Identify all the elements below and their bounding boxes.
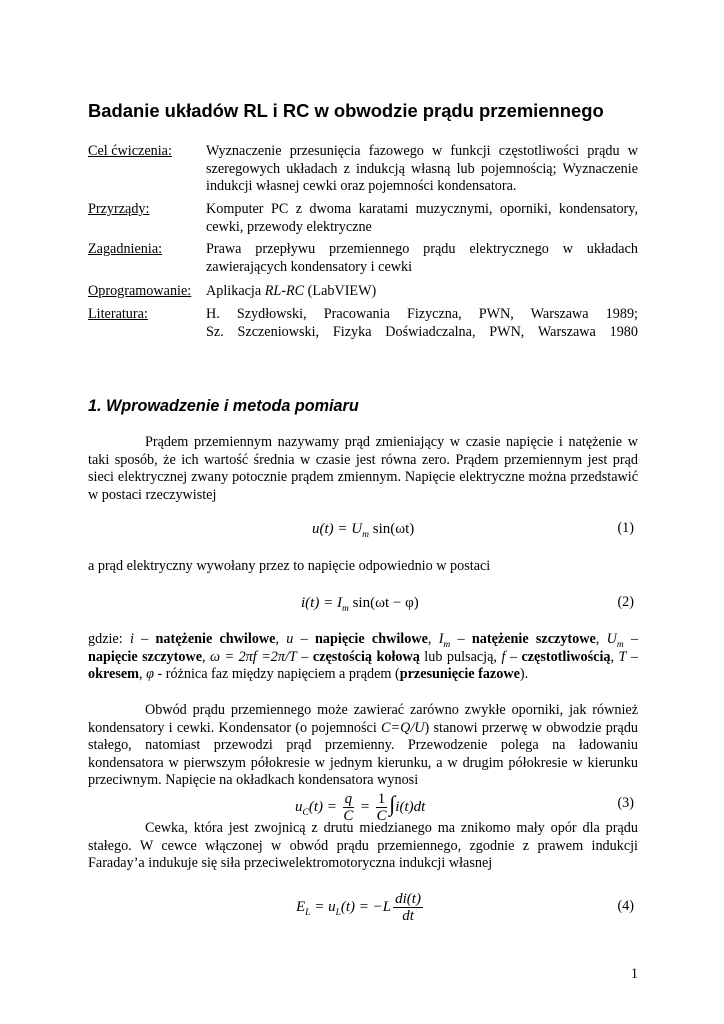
software-text: (LabVIEW) bbox=[304, 283, 377, 299]
text: ) stanowi przerwę w obwodzie prądu stałego, natomiast przewodzi prąd przemienny. Przewodzenie polega na ładowaniu kondensatora w pierwszym półokresie w jednym kierunku, a w drugim półokresie w kierunku przeciwnym. Napięcie na okładkach kondensatora wynosi bbox=[88, 719, 639, 788]
denominator: C bbox=[343, 808, 354, 825]
software-text: Aplikacja bbox=[206, 283, 265, 299]
fraction bbox=[393, 891, 423, 924]
eq-part: = u bbox=[310, 899, 336, 915]
eq-part: i(t)dt bbox=[395, 799, 426, 815]
meta-row-goal bbox=[88, 143, 638, 197]
term: napięcie chwilowe bbox=[315, 631, 428, 647]
eq-part: u(t) = U bbox=[312, 521, 363, 537]
symbol: φ bbox=[146, 666, 154, 682]
symbol: T bbox=[618, 648, 627, 665]
meta-value: Wyznaczenie przesunięcia fazowego w funkcji częstotliwości prądu w szeregowych układach z indukcją własną lub pojemnością; Wyznaczenie indukcji własnej cewki oraz pojemności kondensatora. bbox=[206, 143, 638, 194]
meta-row-literature bbox=[88, 306, 638, 342]
text: – bbox=[293, 631, 315, 647]
symbol: i bbox=[129, 631, 134, 647]
equation-2 bbox=[88, 594, 638, 630]
term: częstotliwością bbox=[521, 648, 611, 665]
text: ). bbox=[519, 666, 529, 682]
term: częstością kołową bbox=[312, 648, 420, 665]
text: , bbox=[595, 631, 607, 647]
meta-value bbox=[206, 283, 638, 301]
numerator: 1 bbox=[377, 791, 386, 808]
symbol: I bbox=[438, 631, 444, 647]
symbol-subscript: m bbox=[616, 639, 624, 650]
symbol: u bbox=[286, 631, 294, 647]
meta-label: Przyrządy: bbox=[88, 201, 150, 217]
meta-value: Prawa przepływu przemiennego prądu elektrycznego w układach zawierających kondensatory i cewki bbox=[206, 241, 638, 275]
text: , bbox=[138, 666, 147, 682]
text: Obwód prądu przemiennego może zawierać zarówno zwykłe oporniki, jak również kondensatory i cewki. Kondensator (o pojemności bbox=[88, 702, 638, 736]
symbol-subscript: m bbox=[443, 639, 451, 650]
eq-part: i(t) = I bbox=[301, 595, 342, 611]
software-name: RL-RC bbox=[264, 283, 305, 299]
text: , bbox=[202, 648, 211, 665]
equation-formula bbox=[301, 594, 419, 612]
literature-entry: H. Szydłowski, Pracowania Fizyczna, PWN, Warszawa 1989; bbox=[206, 306, 638, 322]
text: , bbox=[427, 631, 439, 647]
equation-number: (2) bbox=[617, 594, 634, 610]
text: gdzie: bbox=[88, 631, 130, 647]
meta-row-equipment bbox=[88, 201, 638, 237]
eq-subscript: L bbox=[305, 908, 311, 918]
equation-1 bbox=[88, 520, 638, 556]
term: napięcie szczytowe bbox=[88, 648, 202, 665]
paragraph-between: a prąd elektryczny wywołany przez to napięcie odpowiednio w postaci bbox=[88, 558, 491, 574]
text: – bbox=[450, 631, 472, 647]
meta-row-topics bbox=[88, 241, 638, 277]
section-title: 1. Wprowadzenie i metoda pomiaru bbox=[88, 397, 359, 415]
equation-number: (4) bbox=[617, 898, 634, 914]
numerator: di(t) bbox=[395, 891, 421, 908]
symbol: U bbox=[606, 631, 617, 647]
term: okresem bbox=[88, 666, 139, 682]
equation-formula bbox=[312, 520, 414, 538]
meta-value: Komputer PC z dwoma karatami muzycznymi, oporniki, kondensatory, cewki, przewody elektryczne bbox=[206, 201, 638, 235]
paragraph-definitions bbox=[88, 631, 638, 684]
eq-subscript: m bbox=[362, 530, 369, 540]
text: , bbox=[610, 648, 619, 665]
text: , bbox=[275, 631, 287, 647]
symbol: C=Q/U bbox=[381, 719, 425, 736]
symbol: ω = 2πf =2π/T bbox=[210, 648, 297, 665]
integral-sign: ∫ bbox=[389, 791, 396, 816]
text: – bbox=[623, 631, 639, 647]
eq-subscript: L bbox=[335, 908, 341, 918]
eq-part: (t) = bbox=[308, 799, 341, 815]
equation-4 bbox=[88, 888, 638, 930]
text: – bbox=[505, 648, 522, 665]
meta-label: Zagadnienia: bbox=[88, 241, 163, 257]
page-number: 1 bbox=[630, 966, 638, 982]
text: lub pulsacją, bbox=[419, 648, 502, 665]
eq-part: u bbox=[295, 799, 303, 815]
denominator: dt bbox=[402, 908, 414, 925]
eq-part: = bbox=[356, 799, 374, 815]
meta-label: Cel ćwiczenia: bbox=[88, 143, 172, 159]
eq-part: E bbox=[296, 899, 306, 915]
equation-number: (3) bbox=[617, 795, 634, 811]
eq-subscript: m bbox=[341, 604, 349, 614]
equation-number: (1) bbox=[617, 520, 634, 536]
meta-label: Oprogramowanie: bbox=[88, 283, 192, 299]
numerator: q bbox=[344, 791, 353, 808]
text: – bbox=[296, 648, 313, 665]
term: przesunięcie fazowe bbox=[399, 666, 520, 682]
literature-entry: Sz. Szczeniowski, Fizyka Doświadczalna, PWN, Warszawa 1980 bbox=[206, 323, 638, 340]
text: – bbox=[626, 648, 638, 665]
symbol: f bbox=[501, 648, 506, 665]
eq-part: (t) = −L bbox=[340, 899, 392, 915]
denominator: C bbox=[376, 808, 387, 825]
equation-formula bbox=[296, 888, 425, 926]
paragraph-coil: Cewka, która jest zwojnicą z drutu miedzianego ma znikomo mały opór dla prądu stałego. W cewce włączonej w obwód prądu przemiennego, zgodnie z prawem indukcji Faraday’a indukuje się siła przeciwelektromotoryczna indukcji własnej bbox=[88, 820, 638, 871]
paragraph-intro: Prądem przemiennym nazywamy prąd zmieniający w czasie napięcie i natężenie w taki sposób, że ich wartość średnia w czasie jest równa zero. Prądem przemiennym jest prąd sieci elektrycznej zwany potocznie prądem zmiennym. Napięcie elektryczne można przedstawić w postaci rzeczywistej bbox=[88, 434, 638, 503]
paragraph-capacitor bbox=[88, 702, 638, 790]
eq-part: sin(ωt − φ) bbox=[348, 595, 419, 611]
meta-value bbox=[206, 306, 638, 341]
text: - różnica faz między napięciem a prądem ( bbox=[153, 666, 400, 682]
term: natężenie szczytowe bbox=[471, 631, 596, 647]
document-title: Badanie układów RL i RC w obwodzie prądu przemiennego bbox=[88, 100, 604, 121]
meta-label: Literatura: bbox=[88, 306, 148, 322]
eq-part: sin(ωt) bbox=[369, 521, 415, 537]
eq-subscript: C bbox=[302, 808, 309, 818]
meta-row-software bbox=[88, 283, 638, 301]
term: natężenie chwilowe bbox=[155, 631, 276, 647]
text: – bbox=[133, 631, 156, 647]
